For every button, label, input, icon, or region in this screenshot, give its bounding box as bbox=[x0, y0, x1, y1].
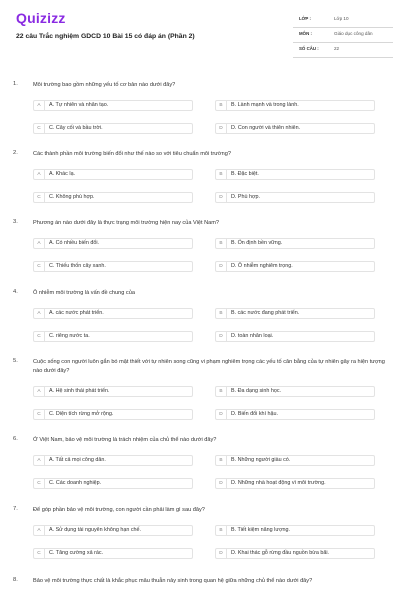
option-letter: D bbox=[216, 124, 227, 133]
option-d[interactable] bbox=[215, 548, 375, 559]
option-b[interactable] bbox=[215, 386, 375, 397]
meta-key: SỐ CÂU : bbox=[299, 46, 319, 51]
question-text: Để góp phần bảo vệ môi trường, con người cần phải làm gì sau đây? bbox=[33, 507, 205, 513]
option-letter: A bbox=[34, 101, 45, 110]
question-text: Bảo vệ môi trường thực chất là khắc phục mâu thuẫn nảy sinh trong quan hệ giữa những chủ thể nào dưới đây? bbox=[33, 578, 313, 584]
option-letter: D bbox=[216, 479, 227, 488]
option-letter: C bbox=[34, 124, 45, 133]
option-letter: C bbox=[34, 479, 45, 488]
option-text: D. toàn nhân loại. bbox=[231, 333, 274, 339]
page-title: 22 câu Trắc nghiệm GDCD 10 Bài 15 có đáp án (Phần 2) bbox=[16, 33, 195, 40]
option-text: A. Sử dụng tài nguyên không hạn chế. bbox=[49, 527, 142, 533]
option-text: D. Biến đổi khí hậu. bbox=[231, 411, 279, 417]
option-letter: A bbox=[34, 309, 45, 318]
option-a[interactable] bbox=[33, 169, 193, 180]
option-text: B. Những người giàu có. bbox=[231, 457, 291, 463]
option-text: B. Ổn định bền vững. bbox=[231, 240, 283, 246]
meta-row-grade bbox=[293, 13, 393, 28]
option-c[interactable] bbox=[33, 409, 193, 420]
meta-value: Giáo dục công dân bbox=[334, 31, 373, 36]
option-letter: D bbox=[216, 262, 227, 271]
option-d[interactable] bbox=[215, 478, 375, 489]
option-a[interactable] bbox=[33, 386, 193, 397]
option-text: B. Lành mạnh và trong lành. bbox=[231, 102, 299, 108]
option-text: A. Tất cả mọi công dân. bbox=[49, 457, 106, 463]
option-letter: A bbox=[34, 170, 45, 179]
meta-table bbox=[293, 13, 393, 58]
option-text: D. Phù hợp. bbox=[231, 194, 261, 200]
option-letter: B bbox=[216, 526, 227, 535]
option-d[interactable] bbox=[215, 192, 375, 203]
option-a[interactable] bbox=[33, 455, 193, 466]
option-text: C. Các doanh nghiệp. bbox=[49, 480, 102, 486]
question-number: 2. bbox=[13, 150, 18, 156]
meta-row-count bbox=[293, 43, 393, 58]
option-text: C. Cây cối và bầu trời. bbox=[49, 125, 103, 131]
option-letter: D bbox=[216, 193, 227, 202]
question-number: 7. bbox=[13, 506, 18, 512]
option-letter: B bbox=[216, 170, 227, 179]
option-c[interactable] bbox=[33, 478, 193, 489]
option-letter: B bbox=[216, 456, 227, 465]
option-letter: A bbox=[34, 387, 45, 396]
option-a[interactable] bbox=[33, 100, 193, 111]
option-b[interactable] bbox=[215, 100, 375, 111]
meta-key: LỚP : bbox=[299, 16, 311, 21]
option-text: D. Con người và thiên nhiên. bbox=[231, 125, 301, 131]
option-d[interactable] bbox=[215, 261, 375, 272]
option-a[interactable] bbox=[33, 525, 193, 536]
option-letter: C bbox=[34, 410, 45, 419]
option-text: A. Khác lạ. bbox=[49, 171, 76, 177]
question-number: 6. bbox=[13, 436, 18, 442]
option-text: D. Khai thác gỗ rừng đầu nguồn bừa bãi. bbox=[231, 550, 330, 556]
option-c[interactable] bbox=[33, 123, 193, 134]
option-letter: C bbox=[34, 332, 45, 341]
option-letter: C bbox=[34, 262, 45, 271]
option-text: C. Thiếu thốn cây xanh. bbox=[49, 263, 106, 269]
option-text: C. Không phù hợp. bbox=[49, 194, 95, 200]
option-letter: A bbox=[34, 526, 45, 535]
question-text: Các thành phần môi trường biến đổi như thế nào so với tiêu chuẩn môi trường? bbox=[33, 151, 231, 157]
question-text: Môi trường bao gồm những yếu tố cơ bản nào dưới đây? bbox=[33, 82, 176, 88]
option-c[interactable] bbox=[33, 331, 193, 342]
quizizz-logo: Quizizz bbox=[16, 10, 66, 26]
question-text: Cuộc sống con người luôn gắn bó mật thiết với tự nhiên song cũng vi phạm nghiêm trọng các yếu tố cân bằng của tự nhiên gây ra hiện tượng nào dưới đây? bbox=[33, 359, 385, 374]
meta-value: Lớp 10 bbox=[334, 16, 349, 21]
option-letter: A bbox=[34, 456, 45, 465]
option-b[interactable] bbox=[215, 169, 375, 180]
option-c[interactable] bbox=[33, 261, 193, 272]
option-b[interactable] bbox=[215, 455, 375, 466]
option-text: B. Đa dạng sinh học. bbox=[231, 388, 282, 394]
option-letter: B bbox=[216, 239, 227, 248]
option-a[interactable] bbox=[33, 238, 193, 249]
option-d[interactable] bbox=[215, 409, 375, 420]
question-number: 5. bbox=[13, 358, 18, 364]
option-text: C. Diện tích rừng mở rộng. bbox=[49, 411, 114, 417]
option-text: A. Tự nhiên và nhân tạo. bbox=[49, 102, 109, 108]
option-text: B. Đặc biệt. bbox=[231, 171, 259, 177]
option-letter: D bbox=[216, 549, 227, 558]
meta-row-subject bbox=[293, 28, 393, 43]
option-letter: D bbox=[216, 332, 227, 341]
question-text: Phương án nào dưới đây là thực trạng môi trường hiện nay của Việt Nam? bbox=[33, 220, 220, 226]
option-d[interactable] bbox=[215, 331, 375, 342]
option-letter: B bbox=[216, 101, 227, 110]
option-text: C. Tăng cường xả rác. bbox=[49, 550, 104, 556]
question-number: 3. bbox=[13, 219, 18, 225]
question-number: 4. bbox=[13, 289, 18, 295]
option-letter: C bbox=[34, 549, 45, 558]
question-number: 8. bbox=[13, 577, 18, 583]
option-text: C. riêng nước ta. bbox=[49, 333, 90, 339]
option-c[interactable] bbox=[33, 548, 193, 559]
option-text: B. Tiết kiệm năng lượng. bbox=[231, 527, 290, 533]
option-letter: C bbox=[34, 193, 45, 202]
option-d[interactable] bbox=[215, 123, 375, 134]
option-text: B. các nước đang phát triển. bbox=[231, 310, 300, 316]
question-number: 1. bbox=[13, 81, 18, 87]
option-text: D. Những nhà hoạt động vì môi trường. bbox=[231, 480, 326, 486]
option-c[interactable] bbox=[33, 192, 193, 203]
option-text: D. Ô nhiễm nghiêm trọng. bbox=[231, 263, 293, 269]
option-letter: A bbox=[34, 239, 45, 248]
option-a[interactable] bbox=[33, 308, 193, 319]
option-text: A. các nước phát triển. bbox=[49, 310, 104, 316]
option-b[interactable] bbox=[215, 525, 375, 536]
option-text: A. Có nhiều biến đổi. bbox=[49, 240, 100, 246]
option-letter: B bbox=[216, 387, 227, 396]
question-text: Ở Việt Nam, bảo vệ môi trường là trách nhiệm của chủ thể nào dưới đây? bbox=[33, 437, 217, 443]
meta-key: MÔN : bbox=[299, 31, 312, 36]
option-text: A. Hệ sinh thái phát triển. bbox=[49, 388, 110, 394]
option-b[interactable] bbox=[215, 308, 375, 319]
option-letter: B bbox=[216, 309, 227, 318]
question-text: Ô nhiễm môi trường là vấn đề chung của bbox=[33, 290, 135, 296]
meta-value: 22 bbox=[334, 46, 340, 51]
document-header bbox=[0, 0, 400, 66]
option-letter: D bbox=[216, 410, 227, 419]
option-b[interactable] bbox=[215, 238, 375, 249]
